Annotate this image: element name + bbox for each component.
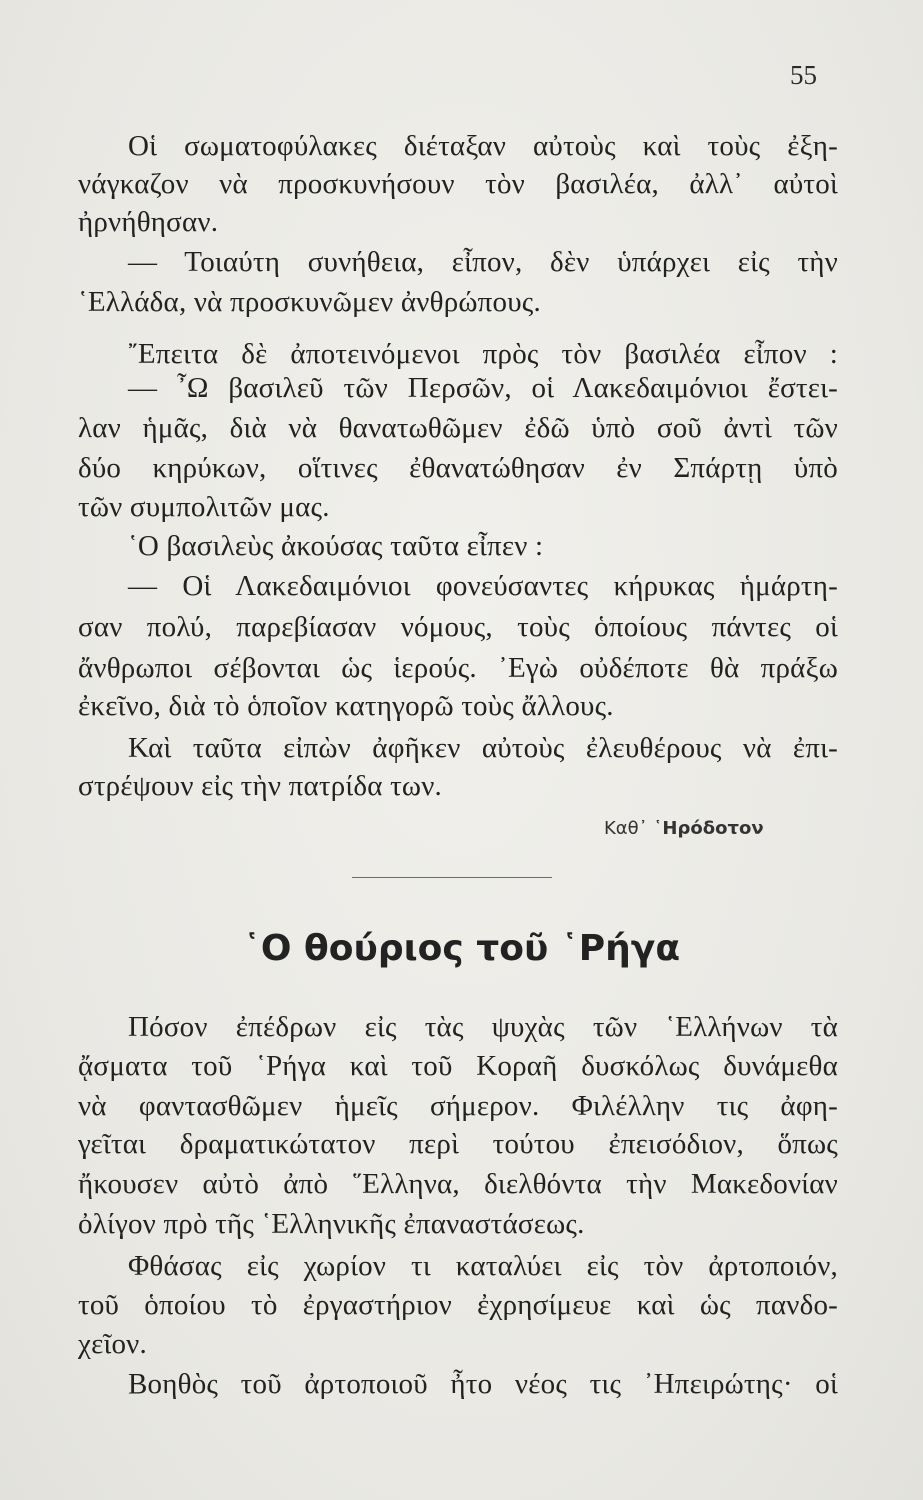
text-line: ἠρνήθησαν. <box>78 206 219 238</box>
text-line: Φθάσας εἰς χωρίον τι καταλύει εἰς τὸν ἀρτοποιόν, <box>128 1250 838 1282</box>
text-line: ᾄσματα τοῦ ῾Ρήγα καὶ τοῦ Κοραῆ δυσκόλως δυνάμεθα <box>78 1050 838 1082</box>
text-line: τοῦ ὁποίου τὸ ἐργαστήριον ἐχρησίμευε καὶ ὡς πανδο- <box>78 1289 838 1321</box>
source-prefix: Καθ᾽ <box>604 818 648 839</box>
text-line: ῾Ο βασιλεὺς ἀκούσας ταῦτα εἶπεν : <box>128 530 544 562</box>
source-name: ῾Ηρόδοτον <box>653 818 764 839</box>
text-line: δύο κηρύκων, οἵτινες ἐθανατώθησαν ἐν Σπάρτῃ ὑπὸ <box>78 452 838 484</box>
text-line: ῎Επειτα δὲ ἀποτεινόμενοι πρὸς τὸν βασιλέα εἶπον : <box>128 338 838 370</box>
text-line: τῶν συμπολιτῶν μας. <box>78 491 330 523</box>
page-number: 55 <box>790 60 817 90</box>
text-line: ἐκεῖνο, διὰ τὸ ὁποῖον κατηγορῶ τοὺς ἄλλους. <box>78 690 614 722</box>
text-line: ῾Ελλάδα, νὰ προσκυνῶμεν ἀνθρώπους. <box>78 286 541 318</box>
section-title: ῾Ο θούριος τοῦ ῾Ρήγα <box>242 928 681 969</box>
text-line: νάγκαζον νὰ προσκυνήσουν τὸν βασιλέα, ἀλλ᾽ αὐτοὶ <box>78 168 838 200</box>
text-line: νὰ φαντασθῶμεν ἡμεῖς σήμερον. Φιλέλλην τις ἀφη- <box>78 1090 838 1122</box>
text-line: γεῖται δραματικώτατον περὶ τούτου ἐπεισόδιον, ὅπως <box>78 1128 838 1160</box>
text-line: ἤκουσεν αὐτὸ ἀπὸ ῞Ελληνα, διελθόντα τὴν Μακεδονίαν <box>78 1168 838 1200</box>
text-line: — Τοιαύτη συνήθεια, εἶπον, δὲν ὑπάρχει εἰς τὴν <box>128 246 838 278</box>
text-line: Πόσον ἐπέδρων εἰς τὰς ψυχὰς τῶν ῾Ελλήνων τὰ <box>128 1011 838 1043</box>
section-divider <box>352 877 552 878</box>
text-line: στρέψουν εἰς τὴν πατρίδα των. <box>78 770 442 802</box>
text-line: Οἱ σωματοφύλακες διέταξαν αὐτοὺς καὶ τοὺς ἐξη- <box>128 130 838 162</box>
text-line: ἄνθρωποι σέβονται ὡς ἱερούς. ᾽Εγὼ οὐδέποτε θὰ πράξω <box>78 652 838 684</box>
text-line: Βοηθὸς τοῦ ἀρτοποιοῦ ἦτο νέος τις ᾽Ηπειρώτης· οἱ <box>128 1368 838 1400</box>
text-line: — Οἱ Λακεδαιμόνιοι φονεύσαντες κήρυκας ἡμάρτη- <box>128 570 838 602</box>
source-attribution <box>604 818 764 839</box>
text-line: χεῖον. <box>78 1328 147 1360</box>
text-line: — ῏Ω βασιλεῦ τῶν Περσῶν, οἱ Λακεδαιμόνιοι ἔστει- <box>128 372 838 404</box>
text-line: λαν ἡμᾶς, διὰ νὰ θανατωθῶμεν ἐδῶ ὑπὸ σοῦ ἀντὶ τῶν <box>78 412 838 444</box>
text-line: ὀλίγον πρὸ τῆς ῾Ελληνικῆς ἐπαναστάσεως. <box>78 1208 585 1240</box>
text-line: Καὶ ταῦτα εἰπὼν ἀφῆκεν αὐτοὺς ἐλευθέρους νὰ ἐπι- <box>128 732 838 764</box>
text-line: σαν πολύ, παρεβίασαν νόμους, τοὺς ὁποίους πάντες οἱ <box>78 611 838 643</box>
